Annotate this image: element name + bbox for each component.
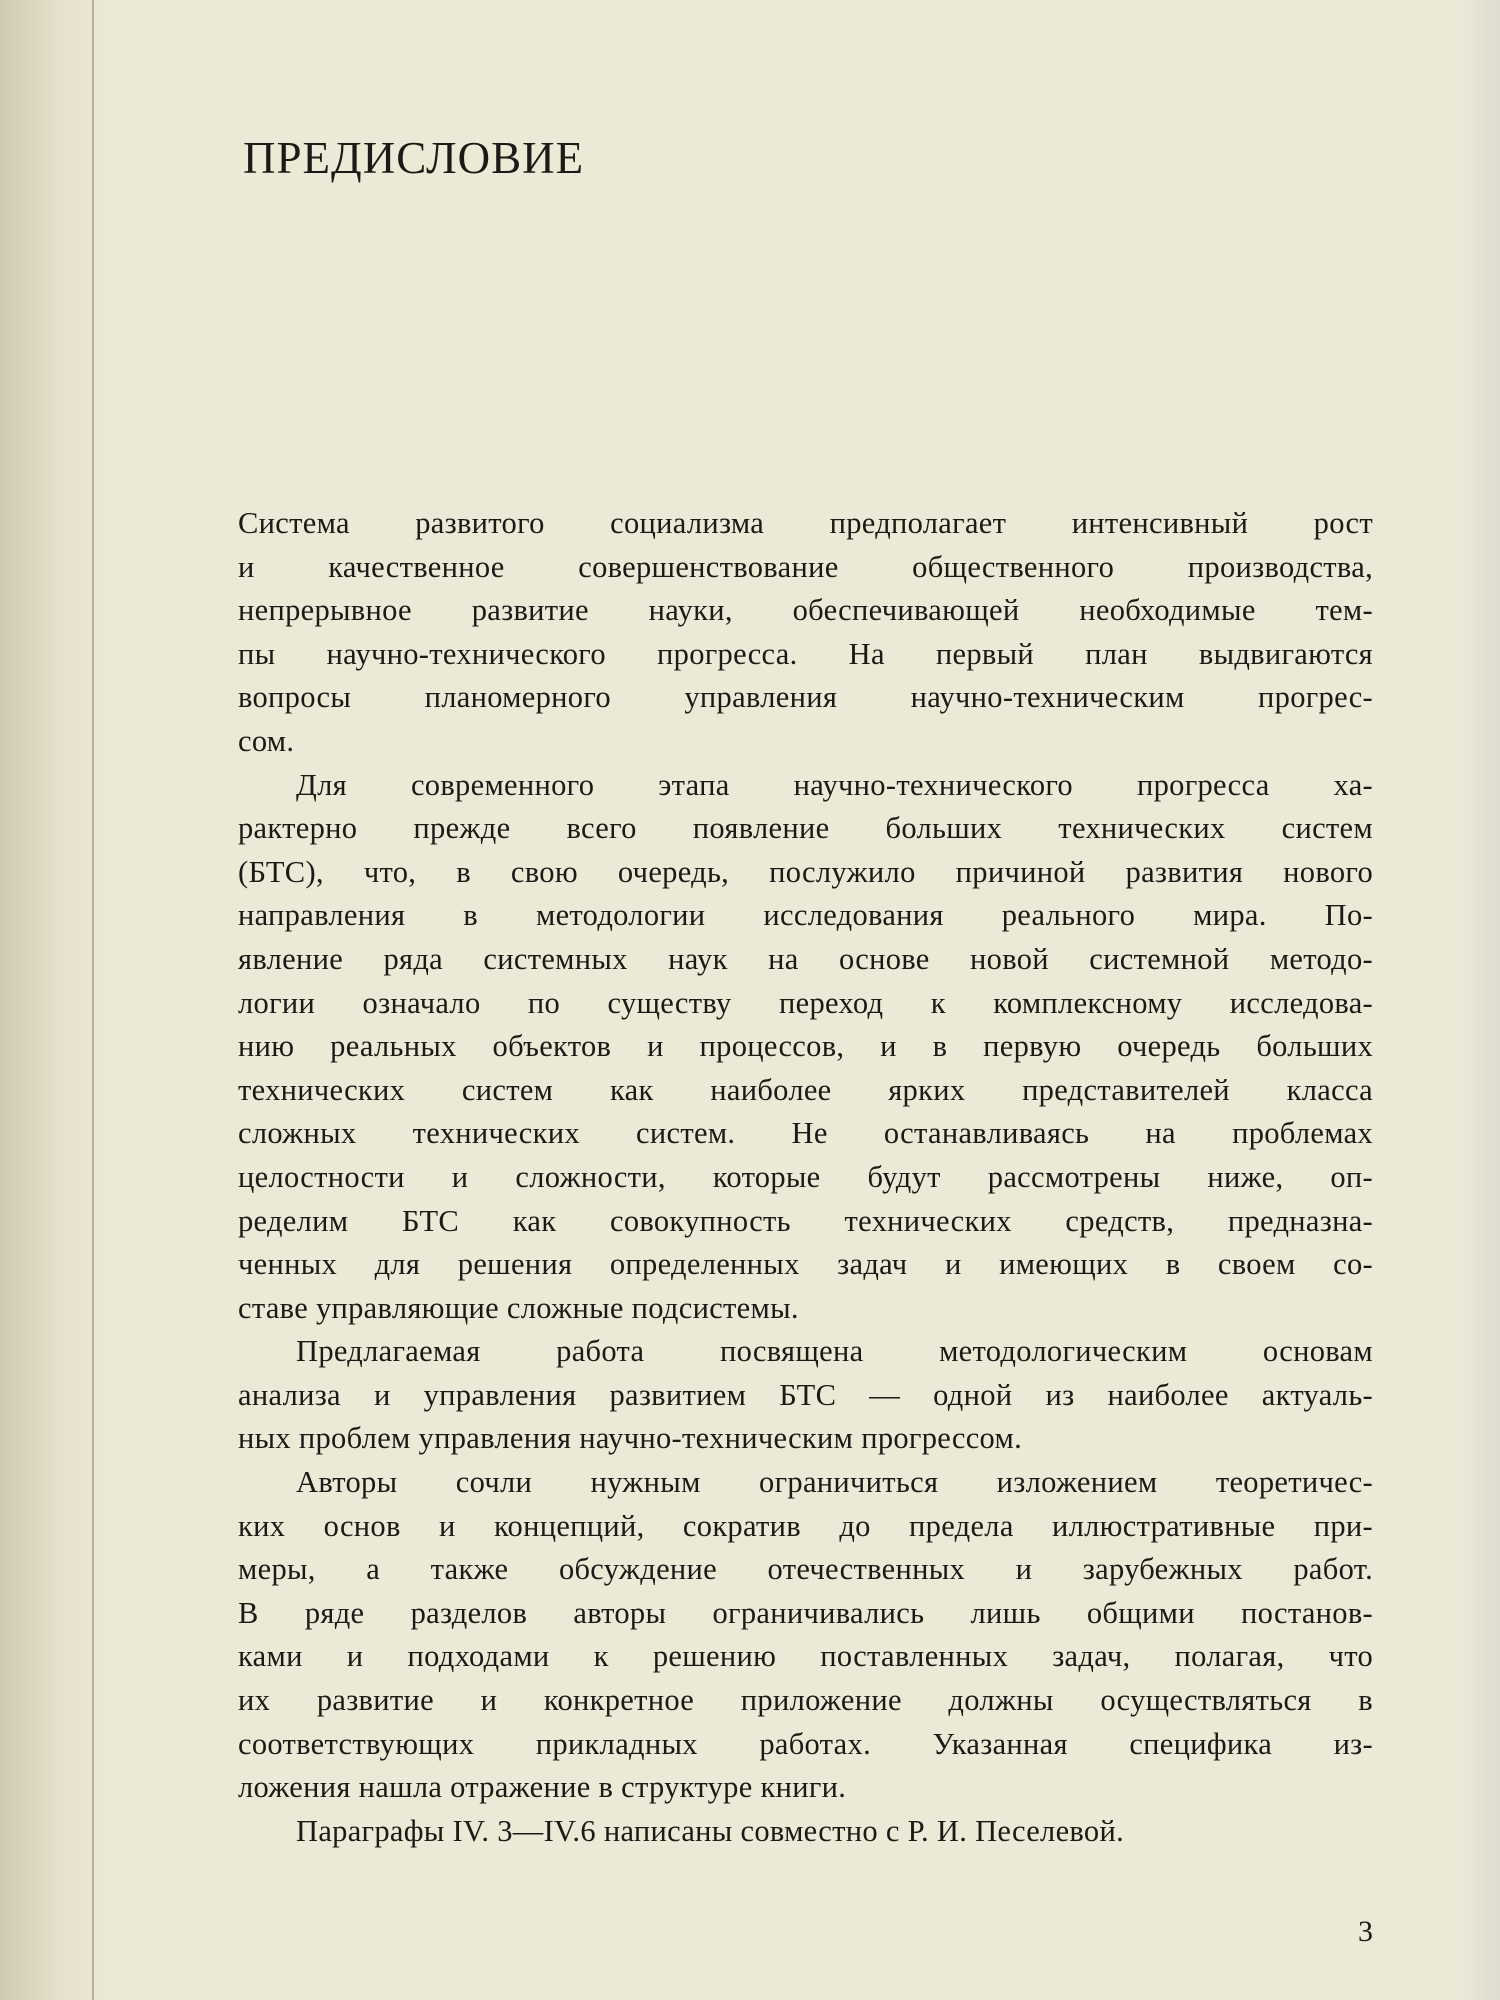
text-line: ками и подходами к решению поставленных задач, полагая, что [238, 1639, 1373, 1674]
paragraph [238, 1810, 1373, 1854]
text-line: соответствующих прикладных работах. Указанная специфика из- [238, 1726, 1373, 1761]
text-line: целостности и сложности, которые будут рассмотрены ниже, оп- [238, 1159, 1373, 1194]
text-line: их развитие и конкретное приложение должны осуществляться в [238, 1683, 1373, 1718]
text-line: пы научно-технического прогресса. На первый план выдвигаются [238, 636, 1373, 671]
text-line: явление ряда системных наук на основе новой системной методо- [238, 941, 1373, 976]
text-line: Предлагаемая работа посвящена методологическим основам [296, 1334, 1373, 1369]
text-line: направления в методологии исследования реального мира. По- [238, 898, 1373, 933]
text-line: логии означало по существу переход к комплексному исследова- [238, 985, 1373, 1020]
paragraph [238, 764, 1373, 1331]
text-line: и качественное совершенствование общественного производства, [238, 549, 1373, 584]
text-line: анализа и управления развитием БТС — одной из наиболее актуаль- [238, 1377, 1373, 1412]
text-line: ных проблем управления научно-техническим прогрессом. [238, 1421, 1023, 1456]
page-number: 3 [1358, 1915, 1373, 1948]
page-edge [1460, 0, 1500, 2000]
text-line: меры, а также обсуждение отечественных и зарубежных работ. [238, 1552, 1373, 1587]
text-line: (БТС), что, в свою очередь, послужило причиной развития нового [238, 854, 1373, 889]
text-line: технических систем как наиболее ярких представителей класса [238, 1072, 1373, 1107]
text-line: Параграфы IV. 3—IV.6 написаны совместно с Р. И. Песелевой. [296, 1813, 1125, 1848]
text-line: нию реальных объектов и процессов, и в первую очередь больших [238, 1029, 1373, 1064]
page-title: ПРЕДИСЛОВИЕ [243, 133, 585, 183]
body-text [238, 502, 1373, 1853]
text-line: ложения нашла отражение в структуре книги. [238, 1770, 847, 1805]
text-line: сом. [238, 723, 295, 758]
text-line: непрерывное развитие науки, обеспечивающей необходимые тем- [238, 593, 1373, 628]
text-line: Авторы сочли нужным ограничиться изложением теоретичес- [296, 1465, 1373, 1500]
text-line: рактерно прежде всего появление больших технических систем [238, 811, 1373, 846]
text-line: вопросы планомерного управления научно-техническим прогрес- [238, 680, 1373, 715]
text-line: ких основ и концепций, сократив до предела иллюстративные при- [238, 1508, 1373, 1543]
text-line: В ряде разделов авторы ограничивались лишь общими постанов- [238, 1595, 1373, 1630]
paragraph [238, 1330, 1373, 1461]
text-line: ченных для решения определенных задач и имеющих в своем со- [238, 1247, 1373, 1282]
paragraph [238, 1461, 1373, 1810]
text-line: Для современного этапа научно-технического прогресса ха- [296, 767, 1373, 802]
text-line: ставе управляющие сложные подсистемы. [238, 1290, 799, 1325]
binding-fold [92, 0, 94, 2000]
paragraph [238, 502, 1373, 764]
text-line: Система развитого социализма предполагает интенсивный рост [238, 506, 1373, 540]
text-line: сложных технических систем. Не останавливаясь на проблемах [238, 1116, 1373, 1151]
text-line: ределим БТС как совокупность технических средств, предназна- [238, 1203, 1373, 1238]
book-page [238, 0, 1373, 2000]
